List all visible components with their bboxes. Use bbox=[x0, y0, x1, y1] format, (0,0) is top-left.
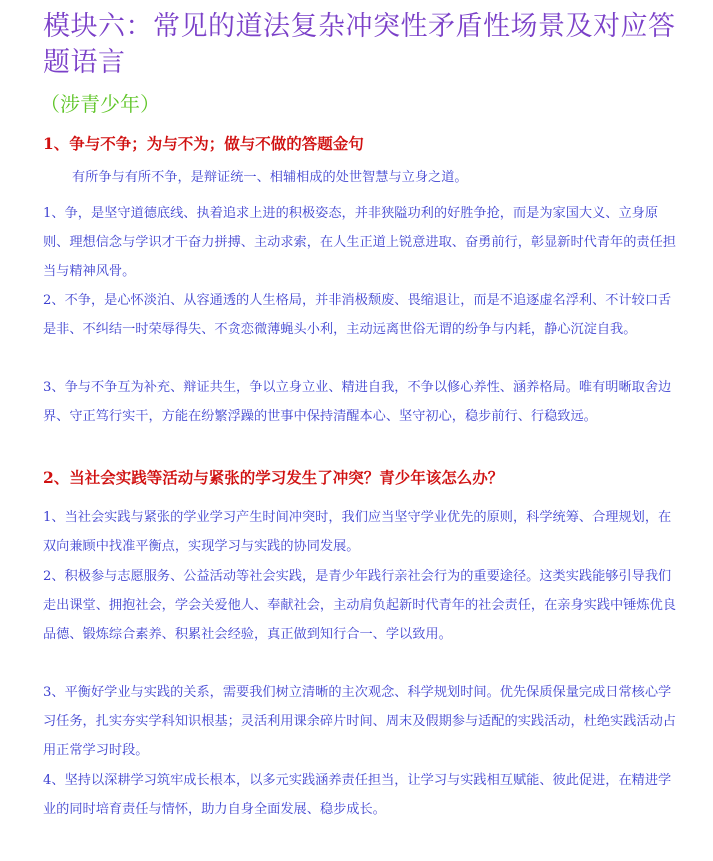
section-2-paragraph-3: 3、平衡好学业与实践的关系，需要我们树立清晰的主次观念、科学规划时间。优先保质保量完成日常核心学习任务，扎实夯实学科知识根基；灵活利用课余碎片时间、周末及假期参与适配的实践活动，杜绝实践活动占用正常学习时段。 bbox=[43, 685, 676, 758]
section-1-intro: 有所争与有所不争，是辩证统一、相辅相成的处世智慧与立身之道。 bbox=[72, 170, 468, 185]
section-2-paragraph-4: 4、坚持以深耕学习筑牢成长根本，以多元实践涵养责任担当，让学习与实践相互赋能、彼此促进，在精进学业的同时培育责任与情怀，助力自身全面发展、稳步成长。 bbox=[43, 773, 672, 817]
section-1-paragraph-2: 2、不争，是心怀淡泊、从容通透的人生格局，并非消极颓废、畏缩退让，而是不追逐虚名浮利、不计较口舌是非、不纠结一时荣辱得失、不贪恋微薄蝇头小利，主动远离世俗无谓的纷争与内耗，静心沉淀自我。 bbox=[43, 293, 672, 337]
page-title: 模块六：常见的道法复杂冲突性矛盾性场景及对应答题语言 bbox=[43, 11, 676, 78]
section-2-paragraph-2: 2、积极参与志愿服务、公益活动等社会实践，是青少年践行亲社会行为的重要途径。这类实践能够引导我们走出课堂、拥抱社会，学会关爱他人、奉献社会，主动肩负起新时代青年的社会责任，在亲身实践中锤炼优良品德、锻炼综合素养、积累社会经验，真正做到知行合一、学以致用。 bbox=[43, 569, 676, 642]
section-2-heading: 2、当社会实践等活动与紧张的学习发生了冲突？青少年该怎么办？ bbox=[43, 468, 504, 487]
section-1-heading: 1、争与不争；为与不为；做与不做的答题金句 bbox=[43, 134, 364, 153]
page-subtitle: （涉青少年） bbox=[40, 92, 160, 116]
section-2-paragraph-1: 1、当社会实践与紧张的学业学习产生时间冲突时，我们应当坚守学业优先的原则，科学统筹、合理规划，在双向兼顾中找准平衡点，实现学习与实践的协同发展。 bbox=[43, 510, 672, 554]
section-1-paragraph-1: 1、争，是坚守道德底线、执着追求上进的积极姿态，并非狭隘功利的好胜争抢，而是为家国大义、立身原则、理想信念与学识才干奋力拼搏、主动求索，在人生正道上锐意进取、奋勇前行，彰显新时代青年的责任担当与精神风骨。 bbox=[43, 206, 676, 279]
section-1-paragraph-3: 3、争与不争互为补充、辩证共生，争以立身立业、精进自我，不争以修心养性、涵养格局。唯有明晰取舍边界、守正笃行实干，方能在纷繁浮躁的世事中保持清醒本心、坚守初心，稳步前行、行稳致远。 bbox=[43, 380, 672, 424]
